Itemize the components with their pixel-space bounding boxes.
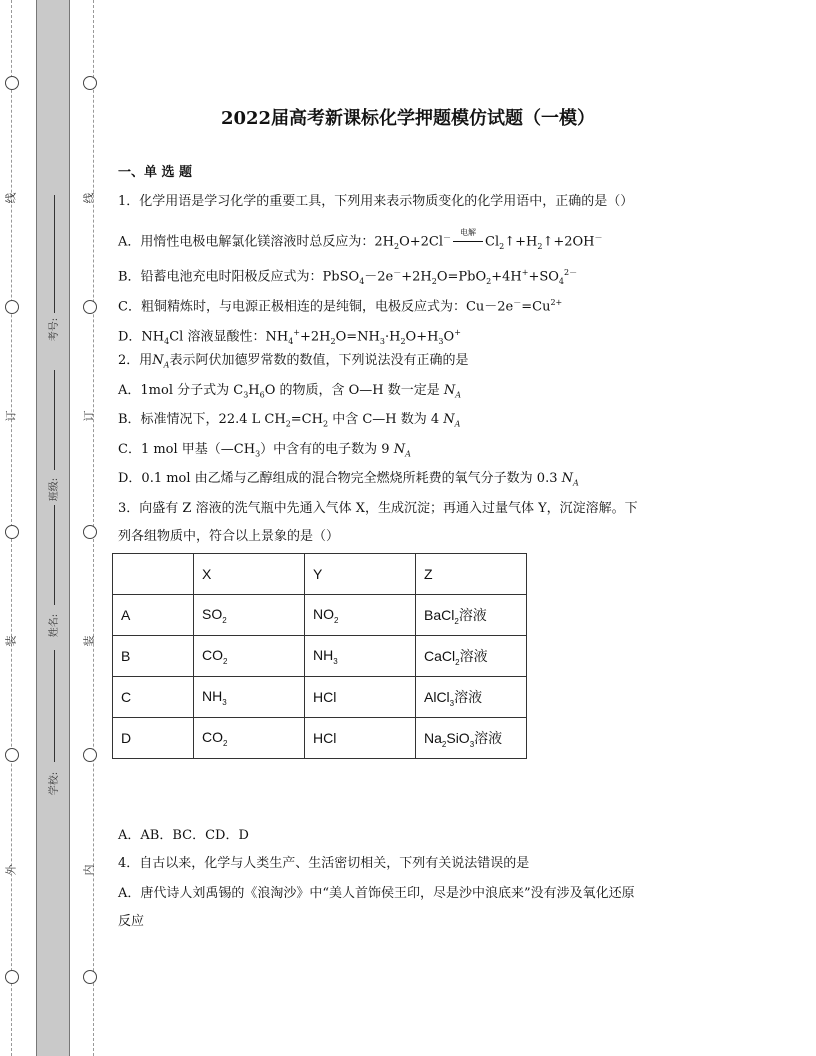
table-cell: $NH_3$ bbox=[194, 677, 305, 718]
electrolysis-arrow: 电解 bbox=[451, 233, 485, 251]
class-label: 班级: bbox=[49, 477, 61, 502]
table-cell: B bbox=[113, 636, 194, 677]
q1-option-b: B．铅蓄电池充电时阳极反应式为：$PbSO_4-2e^-+2H_2O=PbO_2+4H^++SO_4^{2-}$ bbox=[118, 268, 578, 286]
binding-hole bbox=[83, 525, 97, 539]
q3-stem-line2: 列各组物质中，符合以上景象的是（） bbox=[118, 529, 340, 544]
school-field[interactable] bbox=[54, 650, 55, 762]
table-cell: HCl bbox=[305, 677, 416, 718]
q4-option-a-line1: A．唐代诗人刘禹锡的《浪淘沙》中“美人首饰侯王印，尽是沙中浪底来”没有涉及氧化还原 bbox=[118, 886, 635, 901]
school-label: 学校: bbox=[49, 771, 61, 796]
binding-hole bbox=[83, 300, 97, 314]
binding-hole bbox=[5, 748, 19, 762]
q1-option-a: A．用惰性电极电解氯化镁溶液时总反应为：$2H_2O+2Cl^-$ 电解 $Cl_2↑+H_2↑+2OH^-$ bbox=[118, 228, 603, 251]
table-cell: $NO_2$ bbox=[305, 595, 416, 636]
table-cell bbox=[113, 554, 194, 595]
q2-option-d: D．0.1 mol 由乙烯与乙醇组成的混合物完全燃烧所耗费的氧气分子数为 0.3 $N_A$ bbox=[118, 471, 579, 488]
margin-char-inner: 线 bbox=[82, 192, 96, 204]
q3-stem-line1: 3．向盛有 Z 溶液的洗气瓶中先通入气体 X，生成沉淀；再通入过量气体 Y，沉淀溶解。下 bbox=[118, 501, 638, 516]
margin-char-outer: 外 bbox=[4, 864, 18, 876]
table-cell: Z bbox=[416, 554, 527, 595]
table-row bbox=[113, 718, 527, 759]
q4-stem: 4．自古以来，化学与人类生产、生活密切相关，下列有关说法错误的是 bbox=[118, 856, 530, 871]
q1-option-c: C．粗铜精炼时，与电源正极相连的是纯铜，电极反应式为：$Cu-2e^-=Cu^{2+}$ bbox=[118, 298, 563, 315]
q3-table bbox=[112, 553, 527, 759]
q2-stem: 2．用$N_A$表示阿伏加德罗常数的数值，下列说法没有正确的是 bbox=[118, 353, 469, 370]
table-cell: A bbox=[113, 595, 194, 636]
margin-char-inner: 装 bbox=[82, 635, 96, 647]
margin-char-inner: 内 bbox=[82, 864, 96, 876]
table-row bbox=[113, 677, 527, 718]
q3-answer-options: A．AB．BC．CD．D bbox=[118, 828, 249, 843]
table-cell: $NH_3$ bbox=[305, 636, 416, 677]
name-label: 姓名: bbox=[49, 613, 61, 638]
table-cell: BaCl$_2$溶液 bbox=[416, 595, 527, 636]
table-cell: $Na_2SiO_3$溶液 bbox=[416, 718, 527, 759]
binding-hole bbox=[83, 748, 97, 762]
table-cell: CaCl$_2$溶液 bbox=[416, 636, 527, 677]
binding-hole bbox=[5, 970, 19, 984]
table-row bbox=[113, 595, 527, 636]
table-cell: AlCl$_3$溶液 bbox=[416, 677, 527, 718]
section-heading: 一、单 选 题 bbox=[118, 165, 193, 180]
table-cell: $CO_2$ bbox=[194, 718, 305, 759]
q2-option-a: A．1mol 分子式为 $C_3H_6O$ 的物质，含 O—H 数一定是 $N_A$ bbox=[118, 383, 462, 400]
table-header-row bbox=[113, 554, 527, 595]
table-row bbox=[113, 636, 527, 677]
table-cell: C bbox=[113, 677, 194, 718]
page-title: 2022届高考新课标化学押题模仿试题（一模） bbox=[220, 108, 596, 129]
q1-stem: 1．化学用语是学习化学的重要工具，下列用来表示物质变化的化学用语中，正确的是（） bbox=[118, 194, 634, 209]
binding-hole bbox=[5, 76, 19, 90]
table-cell: $CO_2$ bbox=[194, 636, 305, 677]
exam-number-field[interactable] bbox=[54, 195, 55, 313]
table-cell: Y bbox=[305, 554, 416, 595]
exam-number-label: 考号: bbox=[49, 317, 61, 342]
table-cell: $SO_2$ bbox=[194, 595, 305, 636]
binding-hole bbox=[83, 970, 97, 984]
class-field[interactable] bbox=[54, 370, 55, 470]
q4-option-a-line2: 反应 bbox=[118, 914, 145, 929]
margin-char-outer: 装 bbox=[4, 635, 18, 647]
table-cell: HCl bbox=[305, 718, 416, 759]
table-cell: D bbox=[113, 718, 194, 759]
margin-char-inner: 订 bbox=[82, 410, 96, 422]
binding-hole bbox=[5, 300, 19, 314]
binding-bar bbox=[36, 0, 70, 1056]
margin-char-outer: 订 bbox=[4, 410, 18, 422]
q1-option-d: D．$NH_4Cl$ 溶液显酸性：$NH_4^++2H_2O=NH_3\cdot H_2O+H_3O^+$ bbox=[118, 328, 461, 346]
q2-option-b: B．标准情况下，22.4 L $CH_2=CH_2$ 中含 C—H 数为 4 $N_A$ bbox=[118, 412, 461, 429]
q2-option-c: C．1 mol 甲基$(—CH_3)$中含有的电子数为 9 $N_A$ bbox=[118, 442, 411, 459]
name-field[interactable] bbox=[54, 505, 55, 605]
table-cell: X bbox=[194, 554, 305, 595]
margin-char-outer: 线 bbox=[4, 192, 18, 204]
binding-hole bbox=[5, 525, 19, 539]
binding-hole bbox=[83, 76, 97, 90]
